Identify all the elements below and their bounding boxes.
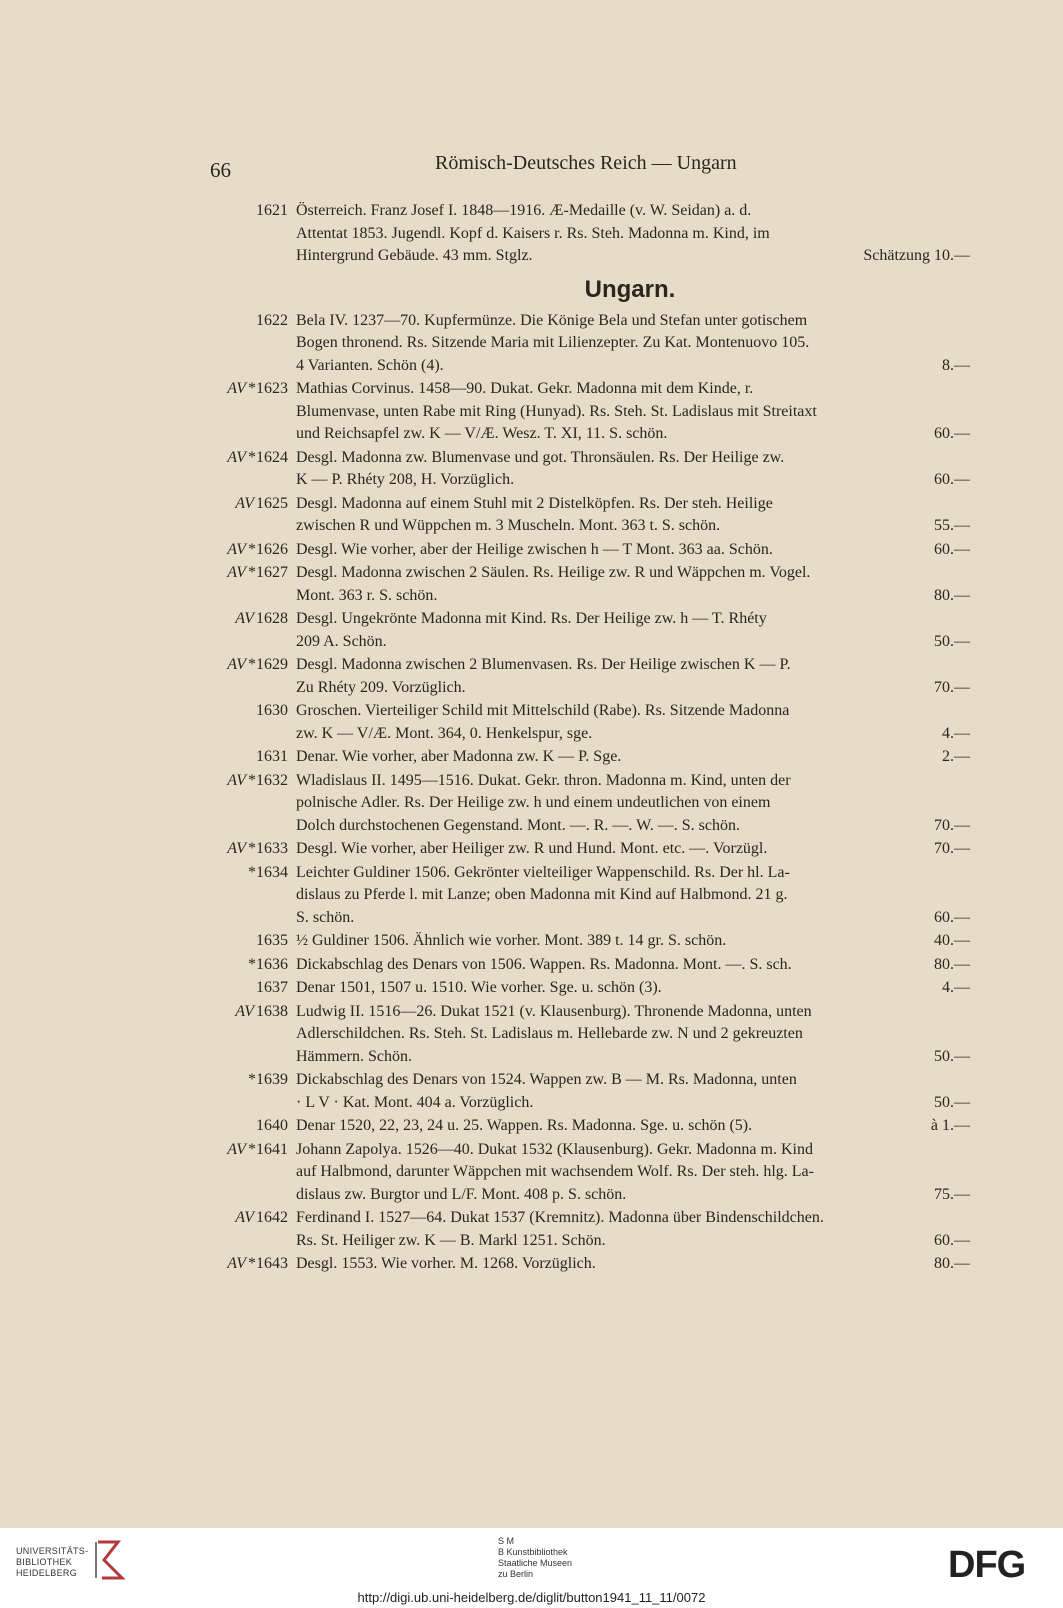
section-heading: Ungarn. [584,275,676,303]
entry-number-cell [200,1115,296,1138]
price-estimate: 75.— [934,1185,970,1203]
lot-number: *1634 [248,863,288,881]
entry-number-cell [200,838,296,861]
description-line [296,977,970,1000]
price-estimate: 50.— [934,632,970,650]
lot-number: 1638 [256,1002,288,1020]
price-estimate: 60.— [934,471,970,488]
line-text: 209 A. Schön. [296,632,387,650]
description-line [296,770,970,793]
lot-number: *1629 [248,656,288,673]
metal-symbol: AV [235,1002,254,1020]
description-line [296,700,970,723]
lot-number: 1621 [256,202,288,219]
description-line [296,907,970,930]
description-line [296,1230,970,1253]
entry-description [296,654,980,699]
lot-number: 1630 [256,702,288,719]
catalogue-entry [200,862,980,930]
price-estimate [960,1023,970,1046]
catalogue-entry [200,1115,980,1138]
line-text: Adlerschildchen. Rs. Steh. St. Ladislaus m. Hellebarde zw. N und 2 gekreuzten [296,1025,803,1042]
lot-number: 1637 [256,979,288,996]
description-line [296,654,970,677]
entry-description [296,954,980,977]
entry-description [296,770,980,838]
metal-symbol: AV [235,610,254,627]
description-line [296,332,970,355]
catalogue-entry [200,838,980,861]
description-line [296,746,970,769]
entry-number-cell [200,977,296,1000]
entry-description [296,539,980,562]
metal-symbol: AV [227,771,246,789]
catalogue-entry [200,310,980,378]
description-line [296,1046,970,1069]
price-estimate: 70.— [934,816,970,834]
metal-symbol: AV [227,1255,246,1272]
line-text: zw. K — V/Æ. Mont. 364, 0. Henkelspur, sge. [296,724,593,742]
entry-description [296,977,980,1000]
line-text: und Reichsapfel zw. K — V/Æ. Wesz. T. XI, 11. S. schön. [296,425,668,442]
description-line [296,310,970,333]
price-estimate [960,310,970,333]
price-estimate: Schätzung 10.— [863,247,970,264]
description-line [296,862,970,885]
line-text: Bogen thronend. Rs. Sitzende Maria mit Lilienzepter. Zu Kat. Montenuovo 105. [296,334,810,351]
description-line [296,1184,970,1207]
entry-description [296,746,980,769]
catalogue-entry [200,493,980,538]
entry-description [296,378,980,446]
lot-number: 1635 [256,932,288,949]
entry-description [296,1069,980,1114]
description-line [296,884,970,907]
entry-number-cell [200,862,296,930]
description-line [296,815,970,838]
running-title: Römisch-Deutsches Reich — Ungarn [435,152,737,174]
line-text: Denar. Wie vorher, aber Madonna zw. K — P. Sge. [296,748,622,765]
catalogue-entry [200,700,980,745]
description-line [296,1253,970,1276]
entry-description [296,700,980,745]
footer [0,1528,1063,1608]
price-estimate: 60.— [934,908,970,926]
price-estimate [960,332,970,355]
line-text: Ferdinand I. 1527—64. Dukat 1537 (Kremnitz). Madonna über Bindenschildchen. [296,1209,824,1226]
lot-number: *1643 [248,1255,288,1272]
entry-number-cell [200,1001,296,1069]
entry-number-cell [200,770,296,838]
line-text: K — P. Rhéty 208, H. Vorzüglich. [296,471,515,488]
line-text: Österreich. Franz Josef I. 1848—1916. Æ-Medaille (v. W. Seidan) a. d. [296,202,752,219]
library-name: UNIVERSITÄTS- BIBLIOTHEK HEIDELBERG [16,1546,89,1578]
entry-number-cell [200,930,296,953]
line-text: Ludwig II. 1516—26. Dukat 1521 (v. Klausenburg). Thronende Madonna, unten [296,1002,812,1020]
entry-description [296,862,980,930]
line-text: Desgl. Ungekrönte Madonna mit Kind. Rs. Der Heilige zw. h — T. Rhéty [296,610,767,627]
lot-number: *1636 [248,955,288,973]
price-estimate [960,700,970,723]
entry-description [296,310,980,378]
pre-section-entries [200,200,980,268]
line-text: Dolch durchstochenen Gegenstand. Mont. —. R. —. W. —. S. schön. [296,816,740,834]
line-text: 4 Varianten. Schön (4). [296,356,444,374]
catalogue-entry [200,1207,980,1252]
description-line [296,469,970,492]
price-estimate: 50.— [934,1093,970,1111]
source-url[interactable]: http://digi.ub.uni-heidelberg.de/diglit/button1941_11_11/0072 [357,1590,706,1605]
line-text: Hintergrund Gebäude. 43 mm. Stglz. [296,247,533,264]
lot-number: *1641 [248,1140,288,1158]
catalogue-entry [200,1253,980,1276]
price-estimate [960,200,970,223]
entry-description [296,447,980,492]
lot-number: *1627 [248,564,288,581]
section-entries [200,310,980,1276]
entry-description [296,200,980,268]
entry-number-cell [200,1069,296,1114]
line-text: Desgl. Madonna zwischen 2 Blumenvasen. Rs. Der Heilige zwischen K — P. [296,656,791,673]
entry-number-cell [200,493,296,538]
lot-number: *1623 [248,380,288,397]
catalogue-entry [200,378,980,446]
metal-symbol: AV [227,656,246,673]
lot-number: *1639 [248,1071,288,1088]
price-estimate [960,1161,970,1184]
price-estimate [960,792,970,815]
description-line [296,838,970,861]
price-estimate [960,1207,970,1230]
price-estimate [960,493,970,516]
line-text: Dickabschlag des Denars von 1506. Wappen. Rs. Madonna. Mont. —. S. sch. [296,955,792,973]
line-text: dislaus zu Pferde l. mit Lanze; oben Madonna mit Kind auf Halbmond. 21 g. [296,886,788,903]
line-text: Wladislaus II. 1495—1516. Dukat. Gekr. thron. Madonna m. Kind, unten der [296,771,791,789]
description-line [296,1092,970,1115]
price-estimate: 70.— [934,678,970,696]
lot-number: 1631 [256,748,288,765]
catalogue-entry [200,608,980,653]
price-estimate: 80.— [934,1255,970,1272]
price-estimate: 4.— [942,979,970,996]
lot-number: *1624 [248,448,288,466]
metal-symbol: AV [235,494,254,512]
metal-symbol: AV [235,1209,254,1226]
entry-description [296,1115,980,1138]
lot-number: *1626 [248,540,288,558]
price-estimate: à 1.— [930,1117,970,1134]
price-estimate: 50.— [934,1047,970,1065]
description-line [296,1139,970,1162]
catalogue-entry [200,562,980,607]
line-text: Hämmern. Schön. [296,1047,412,1065]
entry-number-cell [200,378,296,446]
entry-number-cell [200,654,296,699]
entry-description [296,1207,980,1252]
catalogue-entry [200,930,980,953]
line-text: Dickabschlag des Denars von 1524. Wappen zw. B — M. Rs. Madonna, unten [296,1071,797,1088]
line-text: · L V · Kat. Mont. 404 a. Vorzüglich. [296,1093,534,1111]
price-estimate [960,447,970,470]
line-text: Mont. 363 r. S. schön. [296,586,438,604]
price-estimate: 2.— [942,748,970,765]
price-estimate [960,1139,970,1162]
line-text: Desgl. Madonna zwischen 2 Säulen. Rs. Heilige zw. R und Wäppchen m. Vogel. [296,564,811,581]
line-text: Denar 1501, 1507 u. 1510. Wie vorher. Sge. u. schön (3). [296,979,662,996]
description-line [296,1023,970,1046]
price-estimate [960,223,970,246]
price-estimate [960,654,970,677]
lot-number: *1633 [248,840,288,857]
catalogue-entry [200,746,980,769]
line-text: Johann Zapolya. 1526—40. Dukat 1532 (Klausenburg). Gekr. Madonna m. Kind [296,1140,813,1158]
description-line [296,401,970,424]
entry-number-cell [200,1139,296,1207]
price-estimate: 60.— [934,425,970,442]
price-estimate: 4.— [942,724,970,742]
dfg-logo: DFG [948,1544,1026,1586]
description-line [296,562,970,585]
line-text: zwischen R und Wüppchen m. 3 Muscheln. Mont. 363 t. S. schön. [296,517,721,534]
price-estimate [960,608,970,631]
catalogue-entry [200,770,980,838]
lot-number: 1625 [256,494,288,512]
lot-number: 1642 [256,1209,288,1226]
description-line [296,954,970,977]
entry-description [296,838,980,861]
entry-description [296,1139,980,1207]
entry-number-cell [200,200,296,268]
catalogue-entry [200,1001,980,1069]
price-estimate: 60.— [934,1231,970,1249]
line-text: Attentat 1853. Jugendl. Kopf d. Kaisers r. Rs. Steh. Madonna m. Kind, im [296,224,770,242]
catalogue-entry [200,654,980,699]
description-line [296,223,970,246]
entry-description [296,930,980,953]
running-head [210,150,960,190]
entry-number-cell [200,562,296,607]
entry-number-cell [200,1207,296,1252]
metal-symbol: AV [227,840,246,857]
description-line [296,539,970,562]
price-estimate: 70.— [934,840,970,857]
description-line [296,930,970,953]
description-line [296,723,970,746]
line-text: Blumenvase, unten Rabe mit Ring (Hunyad). Rs. Steh. St. Ladislaus mit Streitaxt [296,402,817,420]
line-text: polnische Adler. Rs. Der Heilige zw. h und einem undeutlichen von einem [296,794,771,811]
page-number: 66 [210,158,231,182]
line-text: Desgl. Wie vorher, aber Heiliger zw. R und Hund. Mont. etc. —. Vorzügl. [296,840,768,857]
line-text: dislaus zw. Burgtor und L/F. Mont. 408 p. S. schön. [296,1185,627,1203]
line-text: Denar 1520, 22, 23, 24 u. 25. Wappen. Rs. Madonna. Sge. u. schön (5). [296,1117,753,1134]
entry-number-cell [200,539,296,562]
line-text: Desgl. Madonna zw. Blumenvase und got. Thronsäulen. Rs. Der Heilige zw. [296,448,785,466]
price-estimate [960,884,970,907]
description-line [296,515,970,538]
library-logo-icon [92,1538,128,1582]
description-line [296,677,970,700]
entry-description [296,493,980,538]
description-line [296,1069,970,1092]
lot-number: 1622 [256,311,288,329]
metal-symbol: AV [227,540,246,558]
description-line [296,631,970,654]
museum-logo: S M B Kunstbibliothek Staatliche Museen zu Berlin [498,1536,573,1579]
line-text: auf Halbmond, darunter Wäppchen mit wachsendem Wolf. Rs. Der steh. hlg. La- [296,1163,814,1180]
price-estimate [960,1001,970,1024]
entry-number-cell [200,310,296,378]
line-text: ½ Guldiner 1506. Ähnlich wie vorher. Mont. 389 t. 14 gr. S. schön. [296,932,727,949]
entry-number-cell [200,746,296,769]
metal-symbol: AV [227,1140,246,1158]
description-line [296,423,970,446]
line-text: Zu Rhéty 209. Vorzüglich. [296,678,466,696]
price-estimate: 8.— [942,356,970,374]
price-estimate [960,562,970,585]
price-estimate [960,1069,970,1092]
description-line [296,200,970,223]
line-text: Groschen. Vierteiliger Schild mit Mittelschild (Rabe). Rs. Sitzende Madonna [296,702,790,719]
lot-number: *1632 [248,771,288,789]
entry-description [296,1253,980,1276]
catalogue-entry [200,977,980,1000]
description-line [296,792,970,815]
price-estimate [960,770,970,793]
description-line [296,493,970,516]
entry-description [296,608,980,653]
line-text: Desgl. Wie vorher, aber der Heilige zwischen h — T Mont. 363 aa. Schön. [296,540,773,558]
metal-symbol: AV [227,380,246,397]
entry-number-cell [200,447,296,492]
entry-description [296,1001,980,1069]
line-text: Desgl. Madonna auf einem Stuhl mit 2 Distelköpfen. Rs. Der steh. Heilige [296,494,773,512]
description-line [296,1207,970,1230]
description-line [296,1161,970,1184]
entry-number-cell [200,700,296,745]
description-line [296,245,970,268]
metal-symbol: AV [227,448,246,466]
description-line [296,378,970,401]
lot-number: 1628 [256,610,288,627]
line-text: Rs. St. Heiliger zw. K — B. Markl 1251. Schön. [296,1231,606,1249]
price-estimate [960,378,970,401]
price-estimate: 40.— [934,932,970,949]
price-estimate: 80.— [934,955,970,973]
description-line [296,1115,970,1138]
line-text: Leichter Guldiner 1506. Gekrönter vielteiliger Wappenschild. Rs. Der hl. La- [296,863,790,881]
catalogue-entry [200,447,980,492]
description-line [296,355,970,378]
description-line [296,1001,970,1024]
description-line [296,447,970,470]
metal-symbol: AV [227,564,246,581]
price-estimate: 55.— [934,517,970,534]
line-text: Bela IV. 1237—70. Kupfermünze. Die Könige Bela und Stefan unter gotischem [296,311,808,329]
price-estimate [960,862,970,885]
line-text: Desgl. 1553. Wie vorher. M. 1268. Vorzüglich. [296,1255,596,1272]
entry-number-cell [200,608,296,653]
catalogue-entries [200,200,980,1277]
catalogue-entry [200,1139,980,1207]
description-line [296,608,970,631]
entry-number-cell [200,954,296,977]
entry-description [296,562,980,607]
line-text: Mathias Corvinus. 1458—90. Dukat. Gekr. Madonna mit dem Kinde, r. [296,380,754,397]
catalogue-entry [200,954,980,977]
entry-number-cell [200,1253,296,1276]
price-estimate: 80.— [934,586,970,604]
price-estimate [960,401,970,424]
line-text: S. schön. [296,908,355,926]
description-line [296,585,970,608]
price-estimate: 60.— [934,540,970,558]
lot-number: 1640 [256,1117,288,1134]
catalogue-entry [200,539,980,562]
catalogue-entry [200,1069,980,1114]
catalogue-entry [200,200,980,268]
